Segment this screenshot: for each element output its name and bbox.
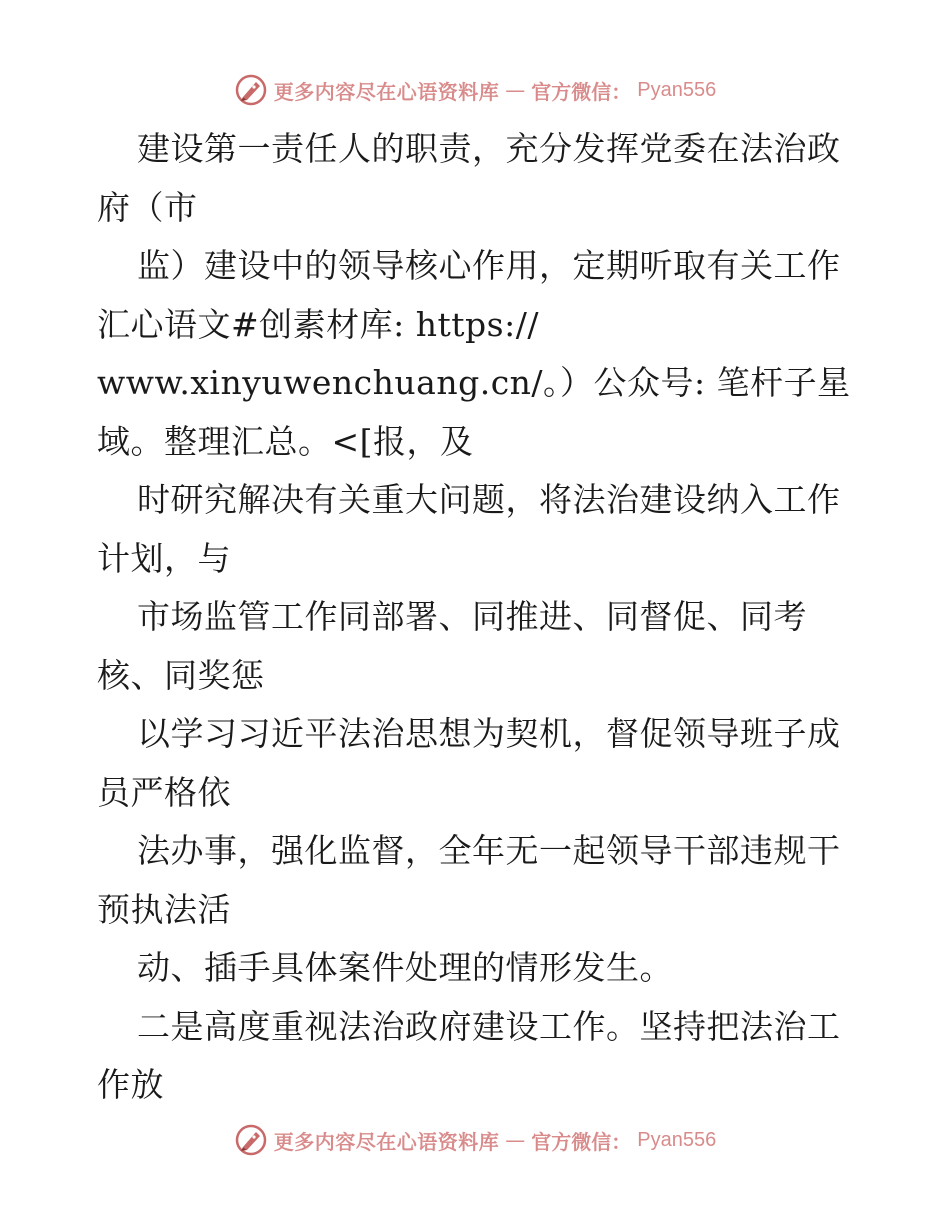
text-line: www.xinyuwenchuang.cn/。）公众号: 笔杆子星 [97, 363, 851, 402]
text-line: 市场监管工作同部署、同推进、同督促、同考 [137, 597, 807, 636]
text-line: 核、同奖惩 [97, 655, 265, 695]
banner-wechat-id: Pyan556 [637, 1128, 717, 1151]
text-line: 动、插手具体案件处理的情形发生。 [137, 948, 673, 987]
text-line: 监）建设中的领导核心作用，定期听取有关工作 [137, 246, 841, 285]
footer-banner [0, 1120, 950, 1160]
text-line: 以学习习近平法治思想为契机，督促领导班子成 [137, 714, 841, 753]
header-banner [0, 70, 950, 110]
banner-dash: — [505, 78, 526, 102]
text-line: 法办事，强化监督，全年无一起领导干部违规干 [137, 831, 841, 870]
text-line: 计划，与 [97, 538, 231, 578]
banner-brand-text: 更多内容尽在心语资料库 [273, 79, 500, 104]
pen-nib-logo-icon [234, 1123, 268, 1157]
text-line: 作放 [97, 1065, 164, 1104]
text-line: 员严格依 [97, 772, 231, 812]
text-line: 二是高度重视法治政府建设工作。坚持把法治工 [137, 1006, 841, 1046]
text-line: 时研究解决有关重大问题，将法治建设纳入工作 [137, 480, 841, 519]
banner-wechat-label: 官方微信： [531, 1129, 632, 1154]
banner-brand-text: 更多内容尽在心语资料库 [273, 1129, 500, 1154]
document-body [97, 120, 887, 1115]
text-line: 域。整理汇总。<[报，及 [97, 421, 474, 461]
banner-wechat-label: 官方微信： [531, 79, 632, 104]
text-line: 汇心语文#创素材库: https:// [97, 304, 539, 344]
text-line: 建设第一责任人的职责，充分发挥党委在法治政 [137, 129, 841, 168]
banner-wechat-id: Pyan556 [637, 78, 717, 101]
text-line: 府（市 [97, 187, 198, 227]
pen-nib-logo-icon [234, 73, 268, 107]
banner-dash: — [505, 1128, 526, 1152]
text-line: 预执法活 [97, 889, 231, 929]
